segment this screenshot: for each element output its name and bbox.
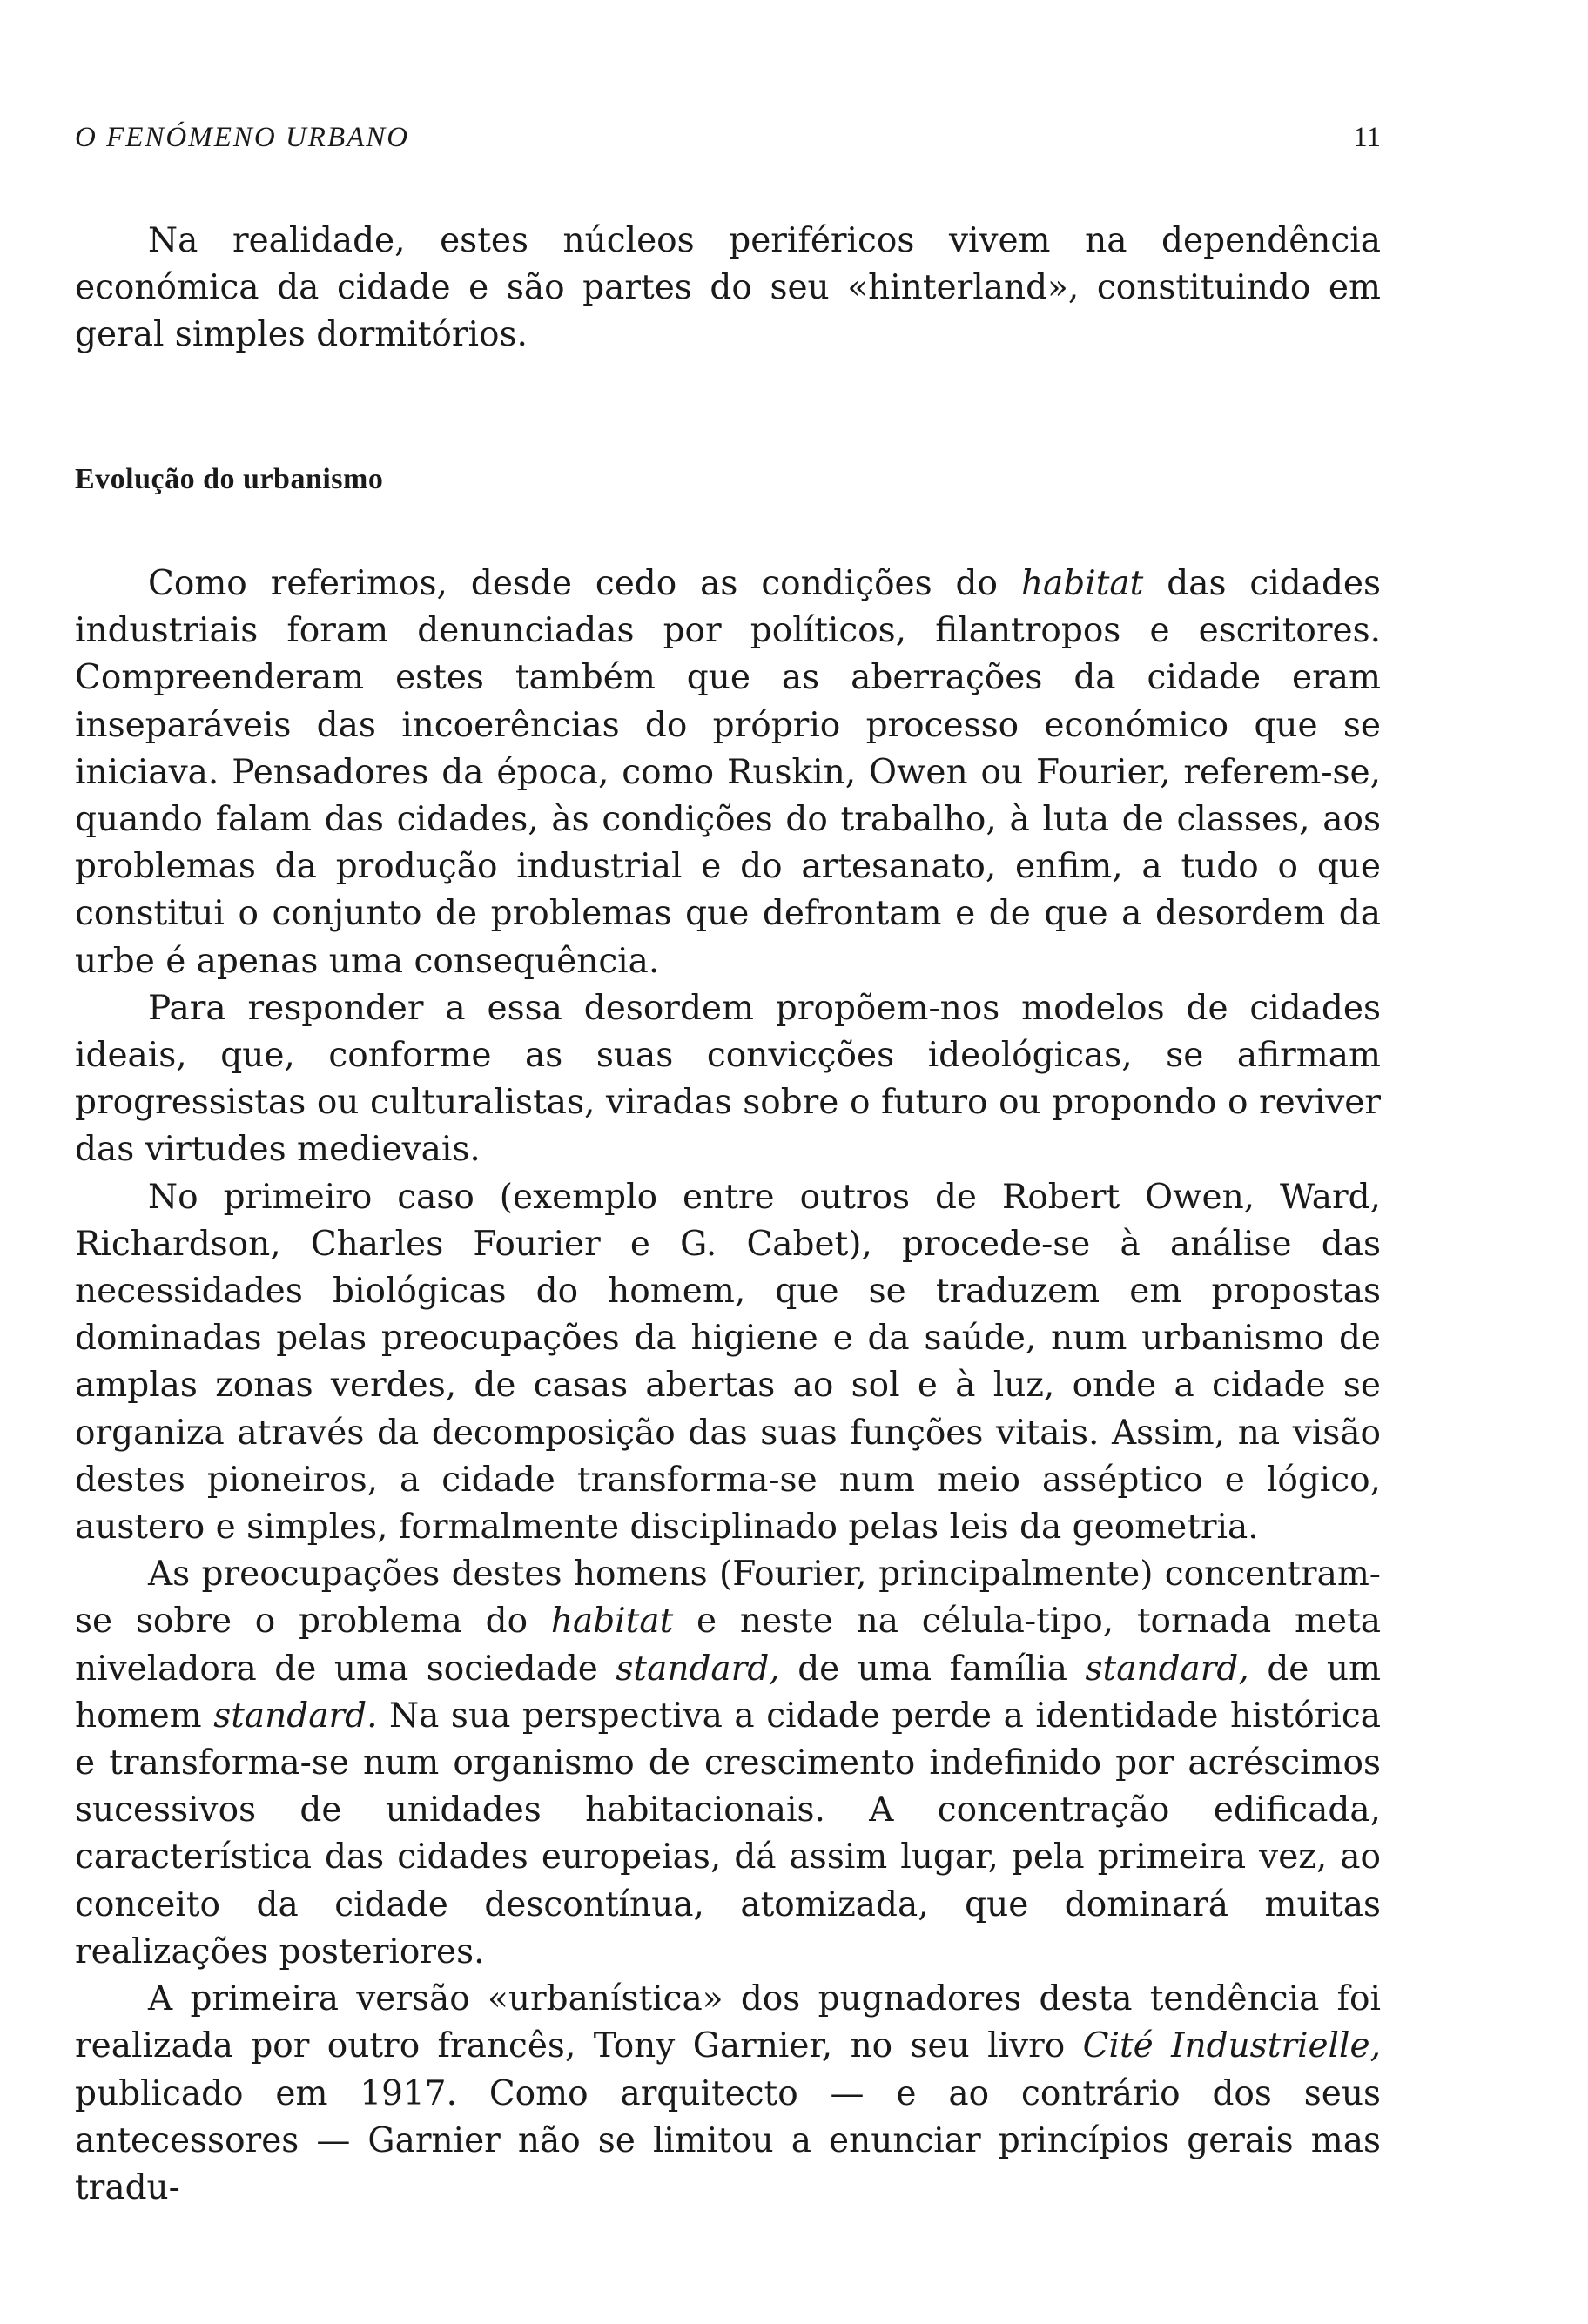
- paragraph-5-text-a: A primeira versão «urbanística» dos pugnadores desta tendência foi realizada por outro francês, Tony Garnier, no seu livro: [75, 1979, 1381, 2066]
- paragraph-1-text-c: das cidades industriais foram denunciadas por políticos, filantropos e escritores. Compreenderam estes também que as aberrações da cidade eram inseparáveis das incoerências do próprio processo económico que se iniciava. Pensadores da época, como Ruskin, Owen ou Fourier, referem-se, quando falam das cidades, às condições do trabalho, à luta de classes, aos problemas da produção industrial e do artesanato, enfim, a tudo o que constitui o conjunto de problemas que defrontam e de que a desordem da urbe é apenas uma consequência.: [75, 564, 1382, 981]
- paragraph-3: No primeiro caso (exemplo entre outros de Robert Owen, Ward, Richardson, Charles Fourier e G. Cabet), procede-se à análise das necessidades biológicas do homem, que se traduzem em propostas dominadas pelas preocupações da higiene e da saúde, num urbanismo de amplas zonas verdes, de casas abertas ao sol e à luz, onde a cidade se organiza através da decomposição das suas funções vitais. Assim, na visão destes pioneiros, a cidade transforma-se num meio asséptico e lógico, austero e simples, formalmente disciplinado pelas leis da geometria.: [75, 1177, 1381, 1548]
- paragraph-4-italic-standard-3: standard.: [213, 1696, 378, 1736]
- paragraph-5-text-c: publicado em 1917. Como arquitecto — e ao contrário dos seus antecessores — Garnier não se limitou a enunciar princípios gerais mas tradu-: [75, 2073, 1381, 2207]
- paragraph-5-italic-book-title: Cité Industrielle,: [1082, 2026, 1381, 2066]
- paragraph-5: [75, 1976, 1381, 2212]
- paragraph-4-text-g: de um homem: [75, 1649, 1381, 1736]
- section-body: [75, 561, 1381, 2212]
- paragraph-4-text-e: de uma família: [779, 1649, 1086, 1689]
- paragraph-4-text-i: Na sua perspectiva a cidade perde a identidade histórica e transforma-se num organismo de crescimento indefinido por acréscimos sucessivos de unidades habitacionais. A concentração edificada, característica das cidades europeias, dá assim lugar, pela primeira vez, ao conceito da cidade descontínua, atomizada, que dominará muitas realizações posteriores.: [75, 1696, 1381, 1971]
- section-heading: Evolução do urbanismo: [75, 463, 384, 495]
- paragraph-1-text-a: Como referimos, desde cedo as condições do: [148, 564, 1021, 603]
- paragraph-4-text-a: As preocupações destes homens (Fourier, principalmente) concentram-se sobre o problema do: [75, 1555, 1381, 1642]
- paragraph-4-italic-standard-1: standard,: [616, 1649, 780, 1689]
- paragraph-4-italic-standard-2: standard,: [1085, 1649, 1249, 1689]
- intro-paragraph: Na realidade, estes núcleos periféricos vivem na dependência económica da cidade e são partes do seu «hinterland», constituindo em geral simples dormitórios.: [75, 221, 1381, 355]
- intro-text-block: [75, 218, 1381, 359]
- paragraph-4-text-c: e neste na célula-tipo, tornada meta niveladora de uma sociedade: [75, 1602, 1381, 1689]
- page-header: [75, 122, 1381, 165]
- page-number: 11: [1353, 122, 1381, 153]
- paragraph-2: Para responder a essa desordem propõem-nos modelos de cidades ideais, que, conforme as suas convicções ideológicas, se afirmam progressistas ou culturalistas, viradas sobre o futuro ou propondo o reviver das virtudes medievais.: [75, 988, 1381, 1170]
- paragraph-4: [75, 1551, 1381, 1976]
- running-title: O FENÓMENO URBANO: [75, 122, 410, 153]
- paragraph-4-italic-habitat: habitat: [550, 1602, 674, 1642]
- paragraph-1-italic-habitat: habitat: [1020, 564, 1144, 603]
- paragraph-1: [75, 561, 1381, 985]
